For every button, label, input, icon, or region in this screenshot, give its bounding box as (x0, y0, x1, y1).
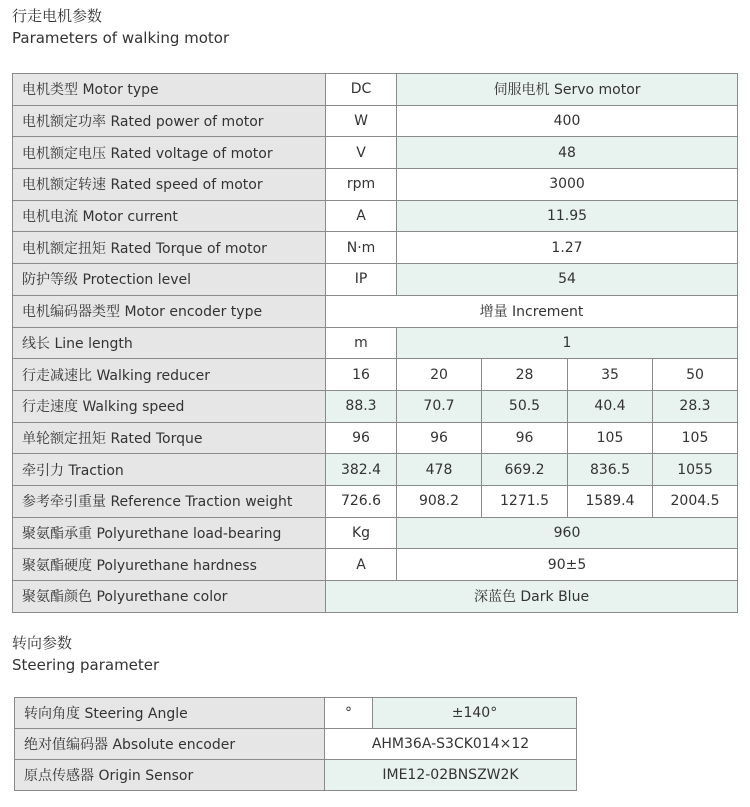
row-value: 669.2 (482, 454, 568, 486)
table-row (15, 729, 577, 760)
row-label: 转向角度 Steering Angle (15, 698, 325, 729)
table-row (13, 359, 738, 391)
table-row (13, 105, 738, 137)
row-value: 382.4 (326, 454, 397, 486)
row-label: 电机电流 Motor current (13, 200, 326, 232)
row-label: 电机额定功率 Rated power of motor (13, 105, 326, 137)
row-value: 35 (568, 359, 653, 391)
table-row (13, 200, 738, 232)
row-value: 478 (397, 454, 482, 486)
row-label: 原点传感器 Origin Sensor (15, 760, 325, 791)
table-row (13, 454, 738, 486)
row-label: 线长 Line length (13, 327, 326, 359)
row-value: 11.95 (397, 200, 738, 232)
row-value: 增量 Increment (326, 295, 738, 327)
row-value: 726.6 (326, 485, 397, 517)
row-value: AHM36A-S3CK014×12 (325, 729, 577, 760)
row-label: 聚氨酯承重 Polyurethane load-bearing (13, 517, 326, 549)
row-value: 深蓝色 Dark Blue (326, 581, 738, 613)
row-label: 防护等级 Protection level (13, 264, 326, 296)
row-unit: ° (325, 698, 373, 729)
motor-section-heading (12, 5, 229, 49)
row-value: 20 (397, 359, 482, 391)
row-value: 1271.5 (482, 485, 568, 517)
table-row (13, 264, 738, 296)
row-unit: DC (326, 74, 397, 106)
row-value: 50.5 (482, 390, 568, 422)
row-value: 48 (397, 137, 738, 169)
steering-section-heading (12, 632, 159, 676)
row-label: 电机编码器类型 Motor encoder type (13, 295, 326, 327)
row-label: 电机额定电压 Rated voltage of motor (13, 137, 326, 169)
steering-parameters-table (14, 697, 577, 791)
row-label: 聚氨酯颜色 Polyurethane color (13, 581, 326, 613)
table-row (13, 549, 738, 581)
row-label: 参考牵引重量 Reference Traction weight (13, 485, 326, 517)
row-value: 908.2 (397, 485, 482, 517)
table-row (15, 760, 577, 791)
row-unit: A (326, 200, 397, 232)
row-value: 70.7 (397, 390, 482, 422)
row-label: 牵引力 Traction (13, 454, 326, 486)
table-row (13, 169, 738, 201)
row-value: IME12-02BNSZW2K (325, 760, 577, 791)
row-value: 40.4 (568, 390, 653, 422)
table-row (13, 232, 738, 264)
row-value: 400 (397, 105, 738, 137)
row-value: 1589.4 (568, 485, 653, 517)
row-value: 2004.5 (653, 485, 738, 517)
row-unit: Kg (326, 517, 397, 549)
row-value: 伺服电机 Servo motor (397, 74, 738, 106)
steering-section-title-en: Steering parameter (12, 656, 160, 674)
row-label: 绝对值编码器 Absolute encoder (15, 729, 325, 760)
row-unit: W (326, 105, 397, 137)
row-label: 行走速度 Walking speed (13, 390, 326, 422)
row-value: 50 (653, 359, 738, 391)
row-value: 16 (326, 359, 397, 391)
table-row (15, 698, 577, 729)
row-unit: rpm (326, 169, 397, 201)
row-value: 1055 (653, 454, 738, 486)
table-row (13, 485, 738, 517)
table-row (13, 74, 738, 106)
table-row (13, 327, 738, 359)
row-value: 96 (482, 422, 568, 454)
motor-section-title-cn: 行走电机参数 (12, 7, 103, 25)
row-value: 28 (482, 359, 568, 391)
row-unit: IP (326, 264, 397, 296)
row-value: ±140° (373, 698, 577, 729)
row-label: 电机额定扭矩 Rated Torque of motor (13, 232, 326, 264)
row-value: 96 (397, 422, 482, 454)
table-row (13, 517, 738, 549)
row-value: 1 (397, 327, 738, 359)
motor-parameters-table (12, 73, 738, 613)
row-value: 54 (397, 264, 738, 296)
row-value: 105 (653, 422, 738, 454)
table-row (13, 581, 738, 613)
row-value: 1.27 (397, 232, 738, 264)
table-row (13, 295, 738, 327)
row-unit: A (326, 549, 397, 581)
row-unit: V (326, 137, 397, 169)
table-row (13, 137, 738, 169)
row-value: 28.3 (653, 390, 738, 422)
row-label: 电机额定转速 Rated speed of motor (13, 169, 326, 201)
row-value: 88.3 (326, 390, 397, 422)
row-unit: m (326, 327, 397, 359)
row-label: 聚氨酯硬度 Polyurethane hardness (13, 549, 326, 581)
row-value: 96 (326, 422, 397, 454)
table-row (13, 390, 738, 422)
row-label: 行走减速比 Walking reducer (13, 359, 326, 391)
row-label: 电机类型 Motor type (13, 74, 326, 106)
row-value: 105 (568, 422, 653, 454)
row-value: 3000 (397, 169, 738, 201)
row-value: 960 (397, 517, 738, 549)
row-value: 90±5 (397, 549, 738, 581)
row-label: 单轮额定扭矩 Rated Torque (13, 422, 326, 454)
table-row (13, 422, 738, 454)
row-value: 836.5 (568, 454, 653, 486)
motor-section-title-en: Parameters of walking motor (12, 29, 230, 47)
row-unit: N·m (326, 232, 397, 264)
steering-section-title-cn: 转向参数 (12, 634, 73, 652)
